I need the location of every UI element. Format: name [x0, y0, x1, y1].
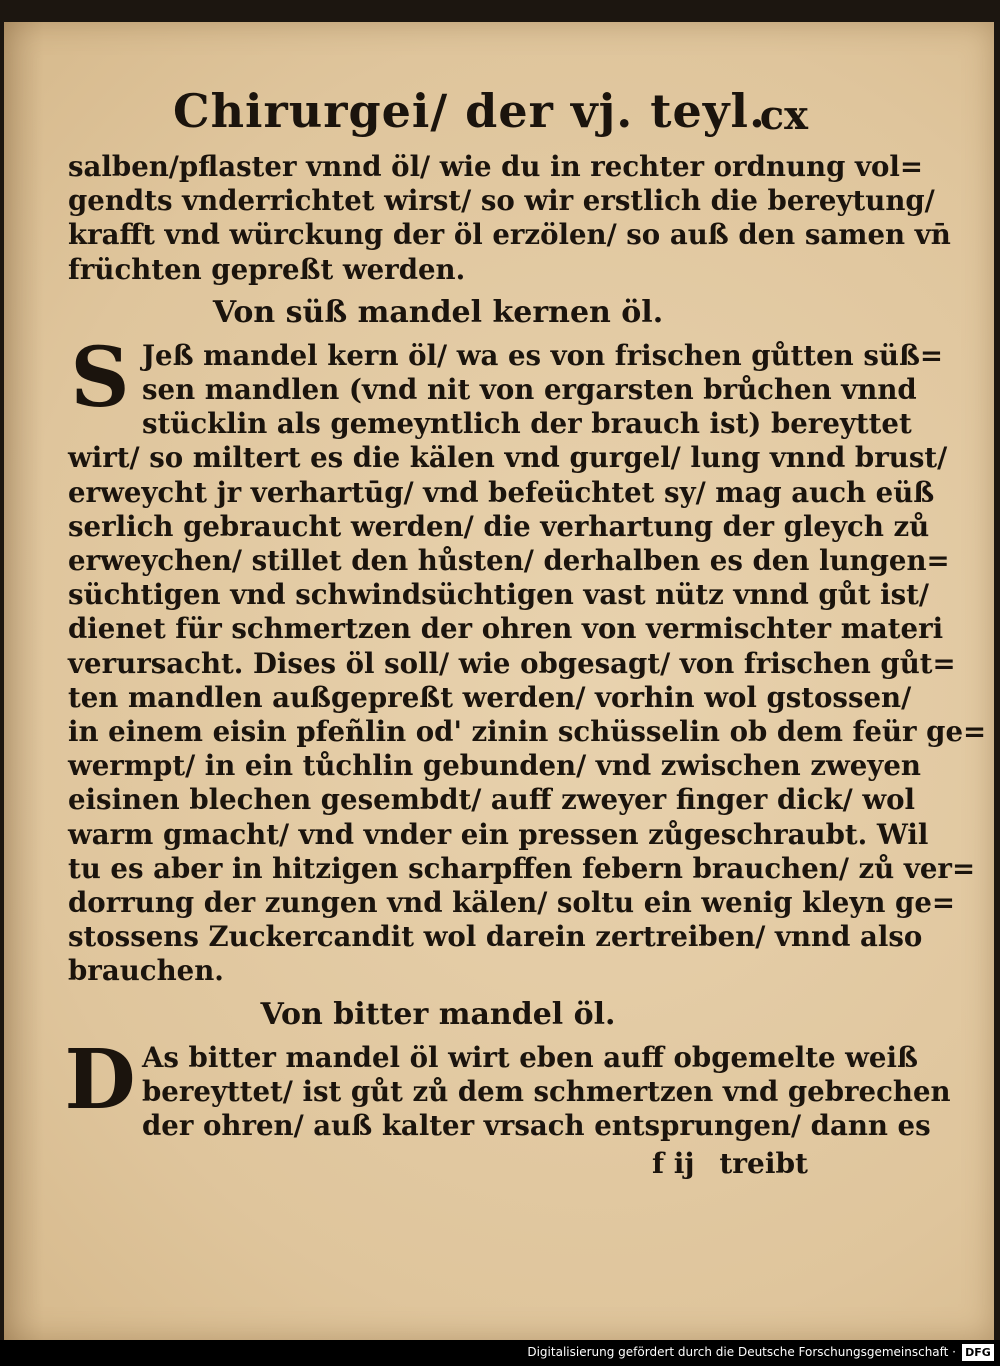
- text-line: dorrung der zungen vnd kälen/ soltu ein wenig kleyn ge=: [68, 886, 956, 920]
- text-line: verursacht. Dises öl soll/ wie obgesagt/ von frischen gůt=: [68, 646, 956, 680]
- text-line: ten mandlen außgepreßt werden/ vorhin wol gstossen/: [68, 680, 912, 714]
- text-line: früchten gepreßt werden.: [68, 252, 466, 286]
- text-line: stücklin als gemeyntlich der brauch ist) bereyttet: [142, 407, 912, 441]
- text-line: der ohren/ auß kalter vrsach entsprungen/ dann es: [142, 1109, 931, 1143]
- digitization-footer: [0, 1340, 1000, 1366]
- text-line: süchtigen vnd schwindsüchtigen vast nütz vnnd gůt ist/: [68, 578, 929, 612]
- drop-initial: S: [70, 329, 130, 426]
- text-line: As bitter mandel öl wirt eben auff obgemelte weiß: [142, 1040, 918, 1074]
- text-line: serlich gebraucht werden/ die verhartung der gleych zů: [68, 509, 930, 543]
- text-line: erweycht jr verhartūg/ vnd befeüchtet sy/ mag auch eüß: [68, 475, 935, 509]
- text-line: warm gmacht/ vnd vnder ein pressen zůgeschraubt. Wil: [68, 817, 929, 851]
- section-heading: Von bitter mandel öl.: [260, 996, 616, 1032]
- text-line: tu es aber in hitzigen scharpffen febern brauchen/ zů ver=: [68, 851, 976, 885]
- catchword: treibt: [719, 1147, 808, 1181]
- text-line: erweychen/ stillet den hůsten/ derhalben es den lungen=: [68, 544, 950, 578]
- signature-mark: f ij: [652, 1147, 695, 1181]
- text-line: Jeß mandel kern öl/ wa es von frischen gůtten süß=: [142, 338, 944, 372]
- folio-number: cx: [759, 92, 808, 139]
- running-title: Chirurgei/ der vj. teyl.: [173, 84, 766, 138]
- text-line: brauchen.: [68, 954, 224, 988]
- section-paragraph: [68, 329, 987, 989]
- dfg-logo: DFG: [962, 1344, 994, 1361]
- text-line: bereyttet/ ist gůt zů dem schmertzen vnd gebrechen: [142, 1074, 951, 1108]
- book-page: [4, 22, 994, 1340]
- text-line: in einem eisin pfeñlin od' zinin schüsselin ob dem feür ge=: [68, 715, 987, 749]
- page-foot: [68, 1147, 808, 1187]
- text-line: sen mandlen (vnd nit von ergarsten brůchen vnnd: [142, 373, 917, 407]
- text-line: dienet für schmertzen der ohren von vermischter materi: [68, 612, 944, 646]
- intro-paragraph: [68, 150, 951, 287]
- running-head: [68, 78, 808, 150]
- text-line: stossens Zuckercandit wol darein zertreiben/ vnnd also: [68, 920, 923, 954]
- section-heading: Von süß mandel kernen öl.: [212, 294, 664, 330]
- text-line: salben/pflaster vnnd öl/ wie du in rechter ordnung vol=: [68, 150, 924, 183]
- funding-credit: Digitalisierung gefördert durch die Deutsche Forschungsgemeinschaft ·: [527, 1345, 956, 1359]
- text-line: krafft vnd würckung der öl erzölen/ so auß den samen vn̄: [68, 218, 951, 252]
- page-content: [64, 78, 987, 1187]
- text-line: wirt/ so miltert es die kälen vnd gurgel/ lung vnnd brust/: [68, 441, 948, 475]
- section-paragraph: [64, 1031, 951, 1144]
- drop-initial: D: [64, 1031, 136, 1128]
- text-line: eisinen blechen gesembdt/ auff zweyer finger dick/ wol: [68, 783, 915, 817]
- text-line: gendts vnderrichtet wirst/ so wir erstlich die bereytung/: [68, 184, 935, 218]
- text-line: wermpt/ in ein tůchlin gebunden/ vnd zwischen zweyen: [68, 749, 921, 783]
